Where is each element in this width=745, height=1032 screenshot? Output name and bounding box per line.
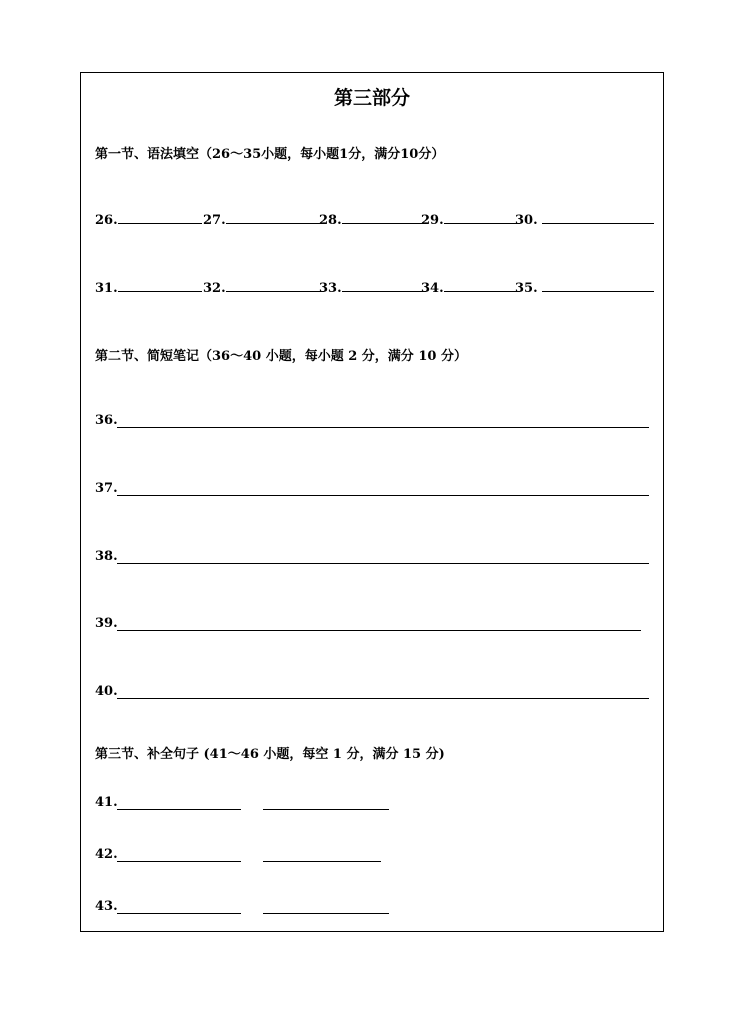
item-number: 40. bbox=[95, 684, 118, 699]
answer-blank[interactable] bbox=[117, 847, 241, 862]
answer-item bbox=[515, 277, 654, 296]
answer-blank[interactable] bbox=[263, 847, 381, 862]
item-number: 34. bbox=[421, 281, 444, 296]
answer-blank[interactable] bbox=[226, 209, 324, 224]
item-number: 41. bbox=[95, 795, 118, 810]
item-number: 38. bbox=[95, 549, 118, 564]
answer-blank[interactable] bbox=[542, 209, 654, 224]
item-number: 28. bbox=[319, 213, 342, 228]
answer-line[interactable] bbox=[117, 616, 641, 631]
answer-blank[interactable] bbox=[118, 209, 202, 224]
section-heading-grammar: 第一节、语法填空（26～35小题，每小题1分，满分10分） bbox=[95, 147, 445, 162]
item-number: 37. bbox=[95, 481, 118, 496]
item-number: 32. bbox=[203, 281, 226, 296]
item-number: 31. bbox=[95, 281, 118, 296]
item-number: 39. bbox=[95, 616, 118, 631]
answer-blank[interactable] bbox=[342, 209, 426, 224]
answer-blank[interactable] bbox=[263, 795, 389, 810]
answer-sheet-frame bbox=[80, 72, 664, 932]
answer-blank[interactable] bbox=[118, 277, 202, 292]
item-number: 29. bbox=[421, 213, 444, 228]
item-number: 36. bbox=[95, 413, 118, 428]
answer-blank[interactable] bbox=[444, 277, 520, 292]
answer-blank[interactable] bbox=[117, 899, 241, 914]
page-title: 第三部分 bbox=[333, 87, 410, 109]
answer-blank[interactable] bbox=[342, 277, 426, 292]
answer-item bbox=[203, 277, 324, 296]
item-number: 35. bbox=[515, 281, 538, 296]
answer-line[interactable] bbox=[117, 549, 649, 564]
item-number: 42. bbox=[95, 847, 118, 862]
answer-item bbox=[203, 209, 324, 228]
answer-item bbox=[95, 277, 202, 296]
item-number: 43. bbox=[95, 899, 118, 914]
answer-item bbox=[421, 209, 520, 228]
answer-blank[interactable] bbox=[117, 795, 241, 810]
answer-line[interactable] bbox=[117, 481, 649, 496]
section-heading-sentences: 第三节、补全句子 (41～46 小题，每空 1 分，满分 15 分) bbox=[95, 747, 445, 762]
section-heading-notes: 第二节、简短笔记（36～40 小题，每小题 2 分，满分 10 分） bbox=[95, 349, 467, 364]
answer-line[interactable] bbox=[117, 413, 649, 428]
item-number: 33. bbox=[319, 281, 342, 296]
answer-blank[interactable] bbox=[444, 209, 520, 224]
answer-item bbox=[421, 277, 520, 296]
item-number: 27. bbox=[203, 213, 226, 228]
answer-item bbox=[319, 277, 426, 296]
item-number: 26. bbox=[95, 213, 118, 228]
answer-blank[interactable] bbox=[263, 899, 389, 914]
answer-blank[interactable] bbox=[226, 277, 324, 292]
answer-item bbox=[319, 209, 426, 228]
item-number: 30. bbox=[515, 213, 538, 228]
answer-item bbox=[515, 209, 654, 228]
answer-line[interactable] bbox=[117, 684, 649, 699]
answer-blank[interactable] bbox=[542, 277, 654, 292]
answer-item bbox=[95, 209, 202, 228]
